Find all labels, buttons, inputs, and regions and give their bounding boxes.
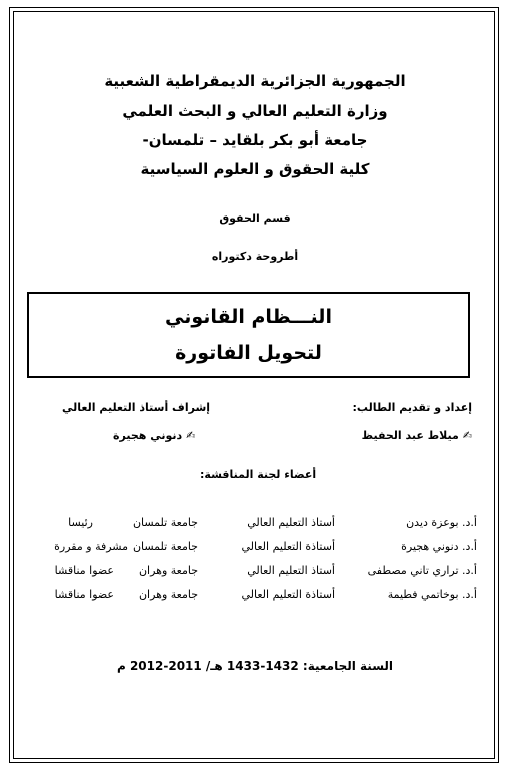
member-role: عضوا مناقشا — [54, 564, 114, 577]
member-rank: أستاذة التعليم العالي — [241, 540, 335, 553]
member-role: رئيسا — [68, 516, 93, 529]
thesis-title-line2: لتحويل الفاتورة — [175, 342, 322, 364]
member-role: مشرفة و مقررة — [54, 540, 128, 553]
member-institution: جامعة تلمسان — [132, 516, 198, 529]
republic-line: الجمهورية الجزائرية الديمقراطية الشعبية — [104, 72, 406, 90]
member-name: أ.د. تراري تاني مصطفى — [367, 564, 477, 577]
ministry-line: وزارة التعليم العالي و البحث العلمي — [122, 102, 388, 120]
member-institution: جامعة وهران — [138, 588, 198, 601]
member-institution: جامعة وهران — [138, 564, 198, 577]
supervision-label: إشراف أستاذ التعليم العالي — [62, 401, 211, 414]
member-name: أ.د. بوخاتمي فطيمة — [387, 588, 477, 601]
prepared-by-row — [362, 429, 472, 442]
prepared-by-name: ميلاط عبد الحفيظ — [361, 429, 459, 442]
member-name: أ.د. بوعزة ديدن — [406, 516, 477, 529]
thesis-title-line1: النـــظام القانوني — [165, 306, 332, 328]
pen-icon: ✍ — [462, 429, 472, 442]
member-role: عضوا مناقشا — [54, 588, 114, 601]
member-institution: جامعة تلمسان — [132, 540, 198, 553]
university-line: جامعة أبو بكر بلقايد – تلمسان- — [142, 131, 368, 149]
member-name: أ.د. دنوني هجيرة — [401, 540, 477, 553]
member-rank: أستاذة التعليم العالي — [241, 588, 335, 601]
thesis-type-label: أطروحة دكتوراه — [211, 250, 299, 263]
inner-border — [13, 11, 495, 759]
supervisor-row — [113, 429, 195, 442]
pen-icon: ✍ — [186, 429, 196, 442]
committee-label: أعضاء لجنة المناقشة: — [200, 468, 317, 481]
member-rank: أستاذ التعليم العالي — [247, 516, 335, 529]
faculty-line: كلية الحقوق و العلوم السياسية — [140, 160, 370, 178]
academic-year: السنة الجامعية: 1432-1433 هـ/ 2011-2012 م — [116, 659, 394, 673]
member-rank: أستاذ التعليم العالي — [247, 564, 335, 577]
supervisor-name: دنوني هجيرة — [113, 429, 183, 442]
department-label: قسم الحقوق — [219, 212, 291, 225]
thesis-title-box — [27, 292, 470, 378]
prepared-by-label: إعداد و تقديم الطالب: — [352, 401, 472, 414]
